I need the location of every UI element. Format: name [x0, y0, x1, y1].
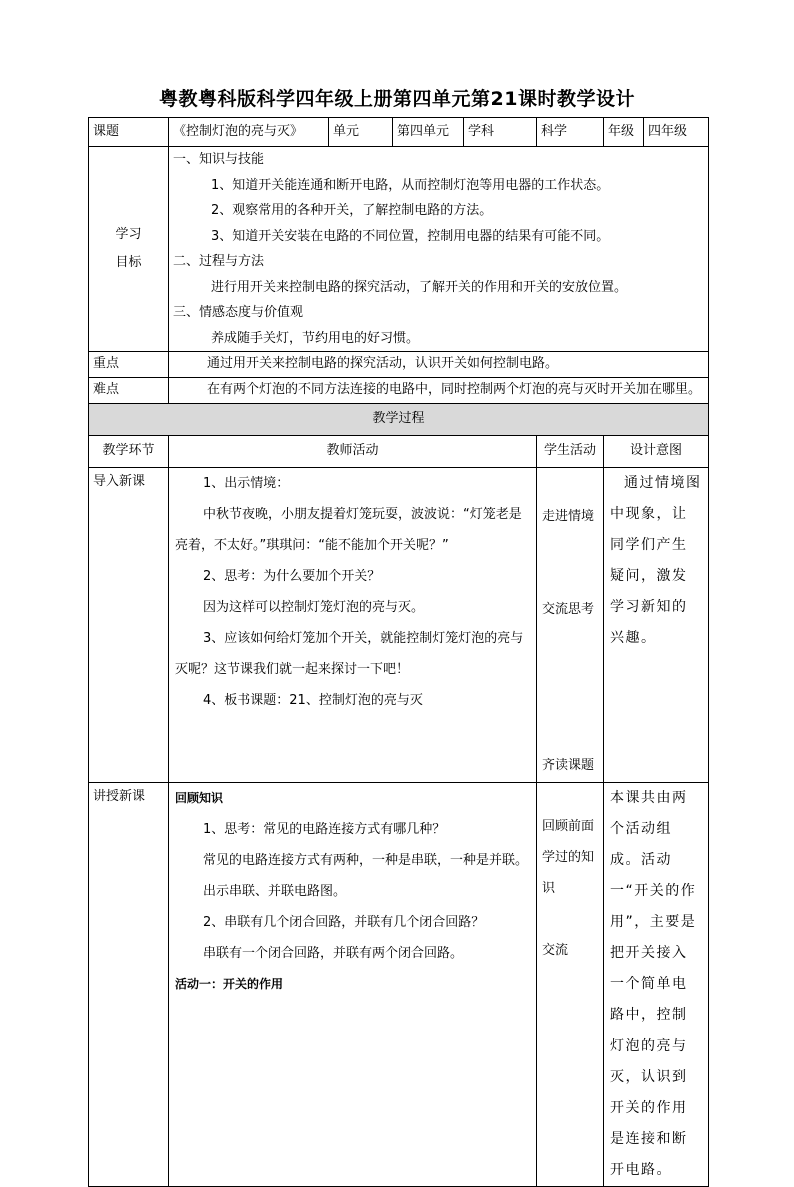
teacher-heading: 活动一：开关的作用: [175, 977, 284, 991]
subject-label: 学科: [464, 118, 537, 147]
student-line: 齐读课题: [542, 758, 595, 773]
difficulty-row: [89, 378, 709, 404]
student-line: 走进情境: [542, 509, 595, 524]
objectives-content: [169, 147, 709, 352]
design-intent-cell: 本课共由两个活动组成。活动一“开关的作用”，主要是把开关接入一个简单电路中，控制灯泡的亮与灭，认识到开关的作用是连接和断开电路。: [604, 783, 709, 1187]
student-activity-cell: [537, 468, 604, 783]
unit-label: 单元: [329, 118, 393, 147]
stage-cell: 讲授新课: [89, 783, 169, 1187]
student-line: 交流思考: [542, 602, 595, 617]
teacher-line: 2、串联有几个闭合回路，并联有几个闭合回路？: [203, 915, 485, 930]
objective-line: 1、知道开关能连通和断开电路，从而控制灯泡等用电器的工作状态。: [211, 177, 610, 193]
topic-value: 《控制灯泡的亮与灭》: [169, 118, 329, 147]
grade-label: 年级: [604, 118, 644, 147]
objectives-label-text: 学习目标: [115, 227, 142, 270]
table-row: [89, 468, 709, 783]
objective-heading-2: 二、过程与方法: [173, 254, 265, 269]
difficulty-label: 难点: [89, 378, 169, 404]
teacher-heading: 回顾知识: [175, 791, 224, 805]
teacher-activity-cell: [169, 468, 537, 783]
key-point-text: 通过用开关来控制电路的探究活动，认识开关如何控制电路。: [169, 352, 709, 378]
objectives-label: [89, 147, 169, 352]
process-header: 教学过程: [89, 404, 709, 436]
col-student: 学生活动: [537, 436, 604, 468]
teacher-activity-cell: [169, 783, 537, 1187]
objective-line: 2、观察常用的各种开关，了解控制电路的方法。: [211, 203, 493, 218]
teacher-line: 1、出示情境：: [203, 476, 290, 491]
objective-heading-1: 一、知识与技能: [173, 152, 265, 167]
teacher-line: 串联有一个闭合回路，并联有两个闭合回路。: [203, 946, 464, 961]
difficulty-text: 在有两个灯泡的不同方法连接的电路中，同时控制两个灯泡的亮与灭时开关加在哪里。: [169, 378, 709, 404]
topic-label: 课题: [89, 118, 169, 147]
page-title: 粤教粤科版科学四年级上册第四单元第21课时教学设计: [159, 88, 635, 110]
objective-heading-3: 三、情感态度与价值观: [173, 305, 304, 320]
objective-line: 养成随手关灯，节约用电的好习惯。: [211, 330, 420, 346]
lesson-plan-table: [88, 117, 709, 1187]
key-point-label: 重点: [89, 352, 169, 378]
process-header-row: [89, 404, 709, 436]
teacher-line: 4、板书课题：21、控制灯泡的亮与灭: [203, 693, 423, 708]
teacher-line: 因为这样可以控制灯笼灯泡的亮与灭。: [203, 600, 425, 615]
col-design: 设计意图: [604, 436, 709, 468]
stage-cell: 导入新课: [89, 468, 169, 783]
info-row: [89, 118, 709, 147]
col-teacher: 教师活动: [169, 436, 537, 468]
student-line: 交流: [542, 943, 569, 958]
key-point-row: [89, 352, 709, 378]
student-line: 回顾前面学过的知识: [542, 819, 595, 896]
column-header-row: [89, 436, 709, 468]
teacher-line: 中秋节夜晚，小朋友提着灯笼玩耍，波波说：“灯笼老是亮着，不太好。”琪琪问：“能不能加个开关呢？”: [175, 507, 522, 553]
table-row: [89, 783, 709, 1187]
teacher-line: 常见的电路连接方式有两种，一种是串联，一种是并联。: [203, 853, 529, 868]
unit-value: 第四单元: [393, 118, 464, 147]
objective-line: 3、知道开关安装在电路的不同位置，控制用电器的结果有可能不同。: [211, 228, 610, 244]
objectives-row: [89, 147, 709, 352]
col-stage: 教学环节: [89, 436, 169, 468]
teacher-line: 1、思考：常见的电路连接方式有哪几种？: [203, 822, 446, 837]
teacher-line: 出示串联、并联电路图。: [203, 884, 347, 899]
student-activity-cell: [537, 783, 604, 1187]
grade-value: 四年级: [644, 118, 709, 147]
teacher-line: 2、思考：为什么要加个开关？: [203, 569, 381, 584]
subject-value: 科学: [537, 118, 604, 147]
design-intent-cell: 通过情境图中现象，让同学们产生疑问，激发学习新知的兴趣。: [604, 468, 709, 783]
objective-line: 进行用开关来控制电路的探究活动，了解开关的作用和开关的安放位置。: [211, 279, 628, 295]
teacher-line: 3、应该如何给灯笼加个开关，就能控制灯笼灯泡的亮与灭呢？这节课我们就一起来探讨一下吧！: [175, 631, 524, 677]
